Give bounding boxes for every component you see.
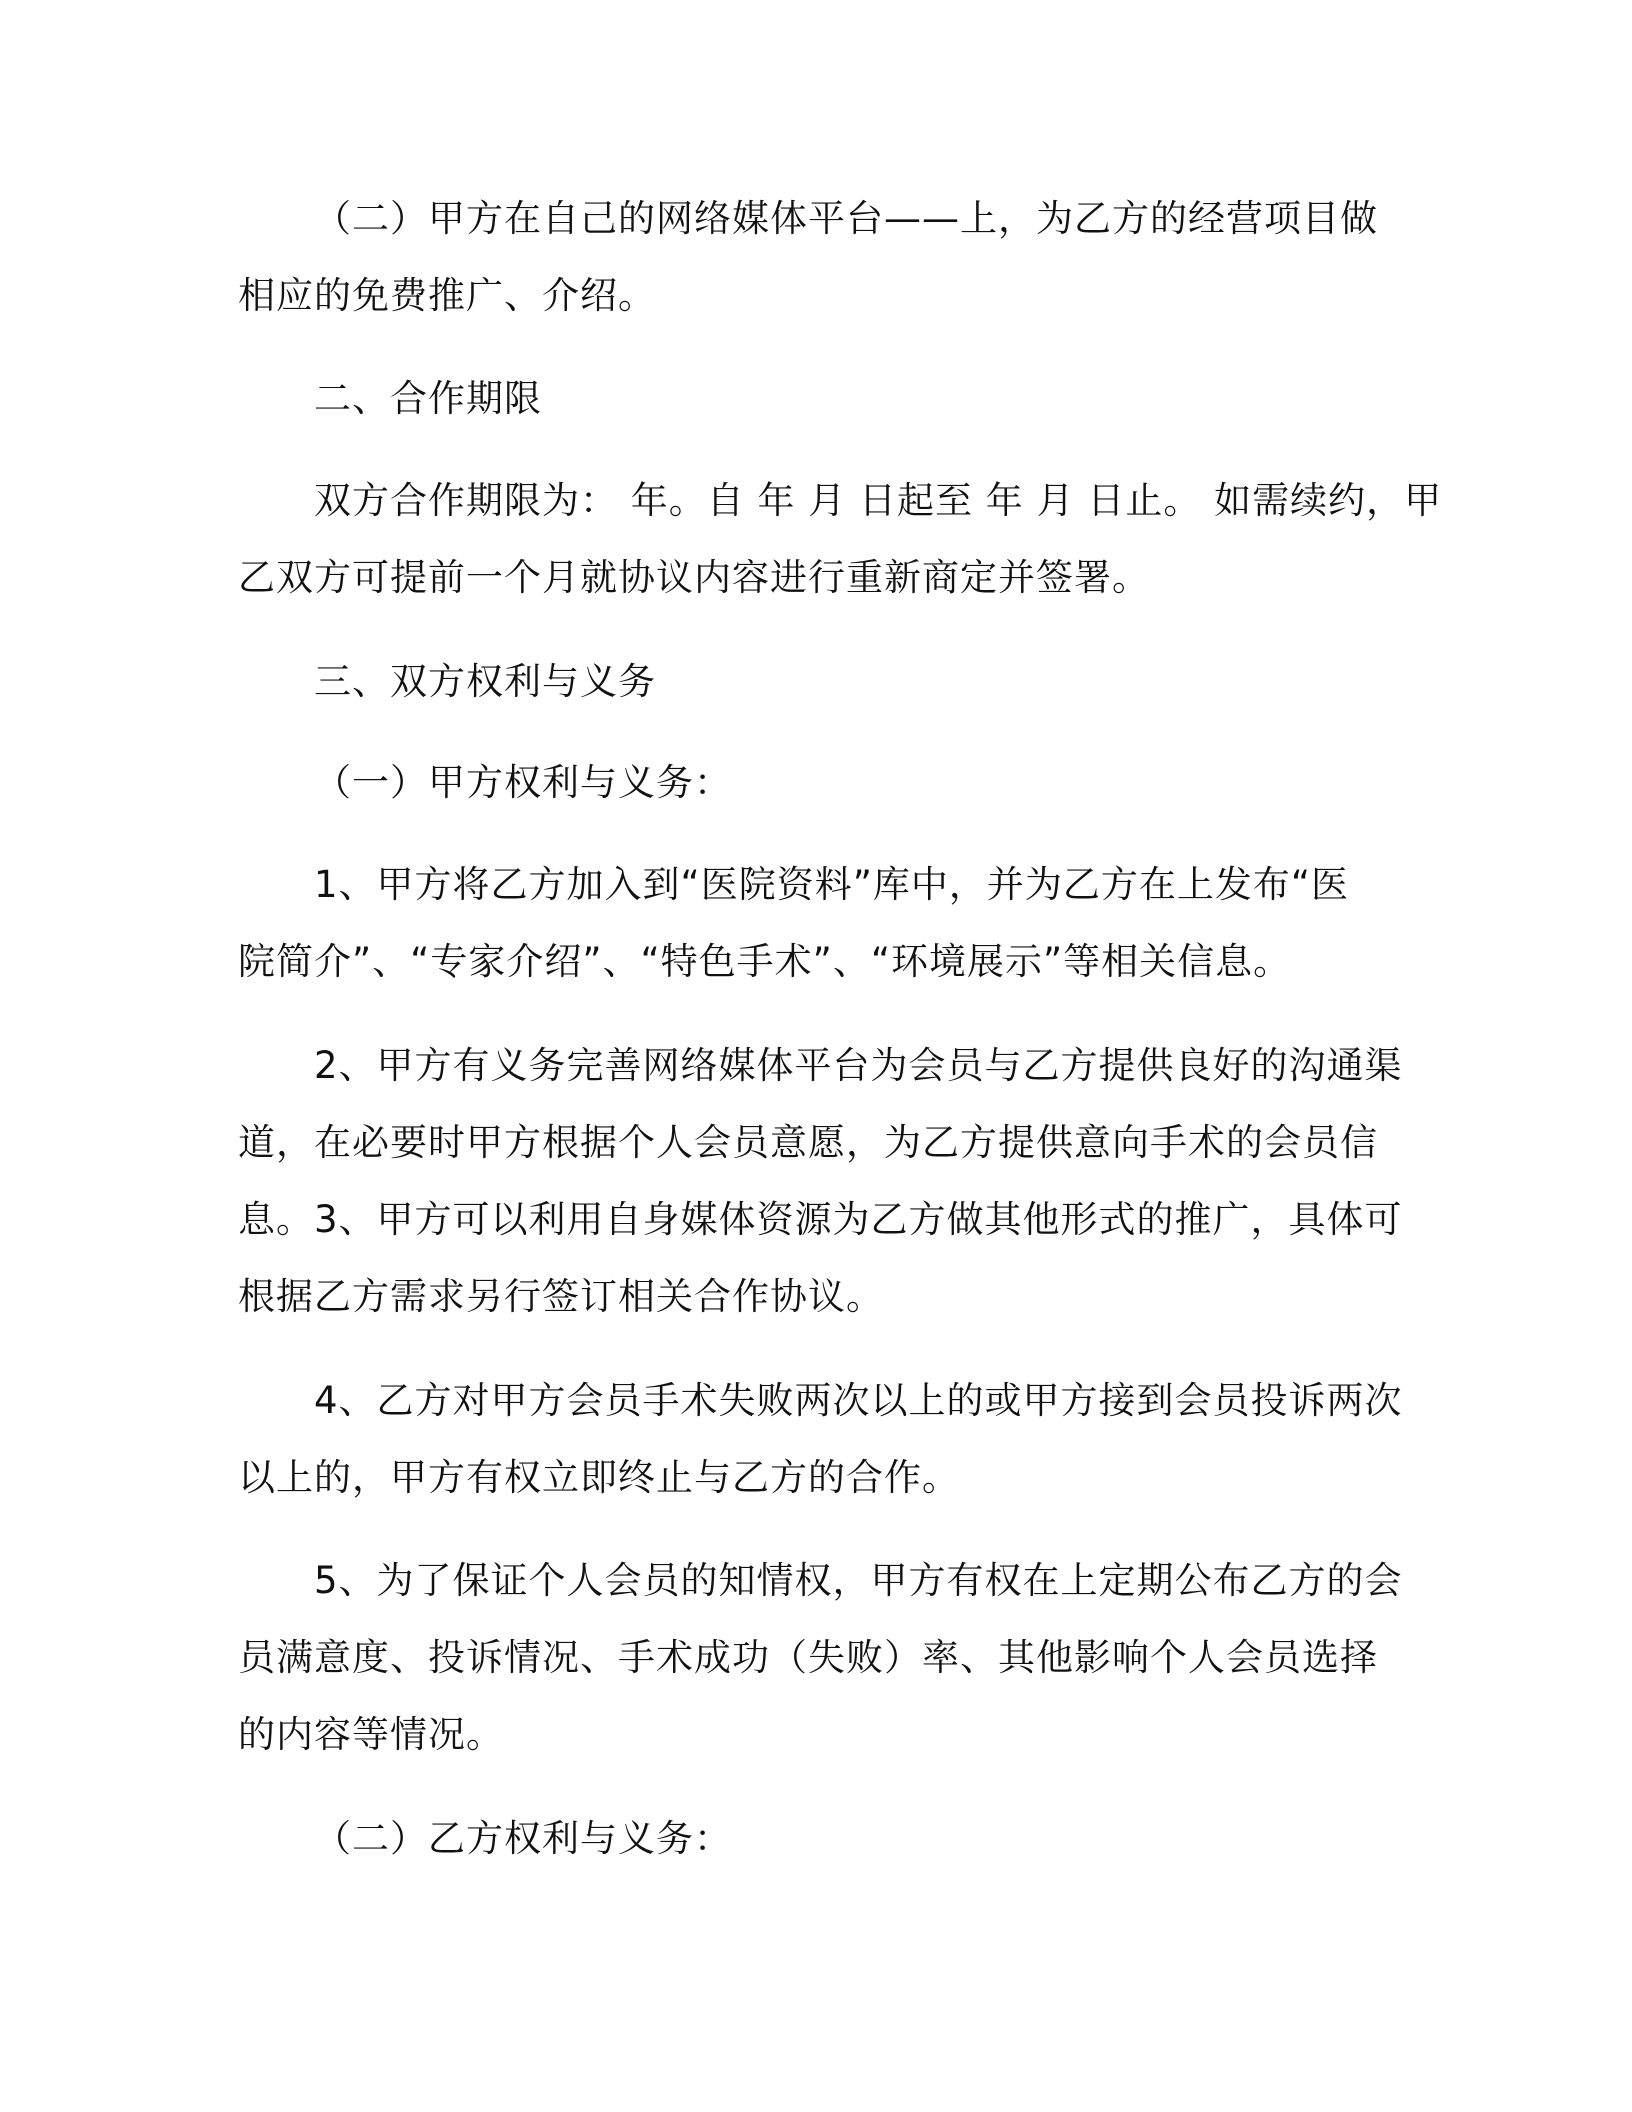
text-line: 5、为了保证个人会员的知情权，甲方有权在上定期公布乙方的会 <box>314 1559 1403 1602</box>
text-line: 乙双方可提前一个月就协议内容进行重新商定并签署。 <box>238 556 1150 599</box>
text-line: 以上的，甲方有权立即终止与乙方的合作。 <box>238 1456 960 1499</box>
text-line: 道，在必要时甲方根据个人会员意愿，为乙方提供意向手术的会员信 <box>238 1121 1378 1164</box>
section-heading-rights-obligations <box>238 643 1396 720</box>
text-line: 2、甲方有义务完善网络媒体平台为会员与乙方提供良好的沟通渠 <box>314 1044 1403 1087</box>
text-line: 息。3、甲方可以利用自身媒体资源为乙方做其他形式的推广，具体可 <box>238 1198 1403 1241</box>
paragraph-item-2-3 <box>238 1027 1403 1335</box>
subheading-text: （一）甲方权利与义务： <box>314 761 732 804</box>
subheading-party-a-rights <box>238 744 1396 821</box>
paragraph-item-1 <box>238 846 1396 1000</box>
subheading-party-b-rights <box>238 1800 1396 1877</box>
paragraph-item-4 <box>238 1362 1403 1516</box>
text-line: 的内容等情况。 <box>238 1713 504 1756</box>
paragraph-platform-promotion <box>238 180 1396 334</box>
text-line: 4、乙方对甲方会员手术失败两次以上的或甲方接到会员投诉两次 <box>314 1379 1403 1422</box>
subheading-text: （二）乙方权利与义务： <box>314 1817 732 1860</box>
heading-text: 二、合作期限 <box>314 377 542 420</box>
text-line: 1、甲方将乙方加入到“医院资料”库中，并为乙方在上发布“医 <box>314 863 1350 906</box>
text-line: 相应的免费推广、介绍。 <box>238 274 656 317</box>
section-heading-cooperation-term <box>238 360 1396 437</box>
text-line: （二）甲方在自己的网络媒体平台——上，为乙方的经营项目做 <box>314 197 1378 240</box>
text-line: 员满意度、投诉情况、手术成功（失败）率、其他影响个人会员选择 <box>238 1636 1378 1679</box>
text-line: 双方合作期限为： 年。自 年 月 日起至 年 月 日止。 如需续约，甲 <box>314 479 1443 522</box>
heading-text: 三、双方权利与义务 <box>314 660 656 703</box>
text-line: 根据乙方需求另行签订相关合作协议。 <box>238 1275 884 1318</box>
text-line: 院简介”、“专家介绍”、“特色手术”、“环境展示”等相关信息。 <box>238 940 1292 983</box>
paragraph-item-5 <box>238 1542 1403 1773</box>
paragraph-term-duration <box>238 462 1443 616</box>
